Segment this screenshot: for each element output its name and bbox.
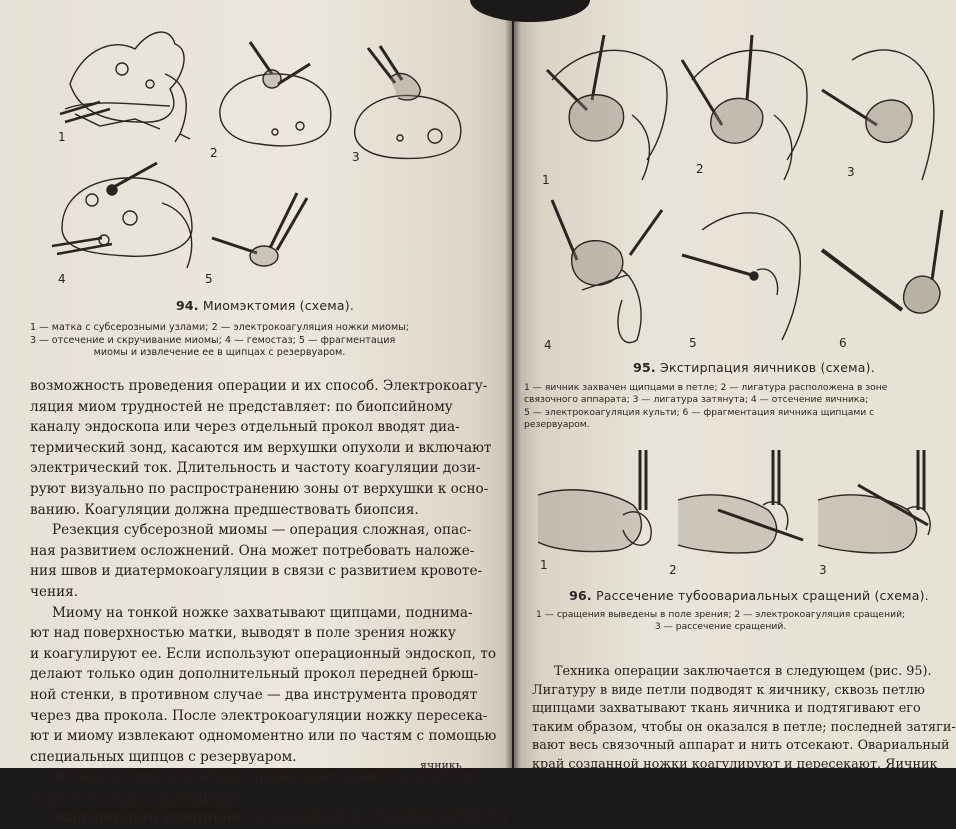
figure-95-illustrations [542,30,952,360]
fig95-panel-label: 3 [847,165,855,179]
text-line: ванию. Коагуляции должна предшествовать биопсия. [30,501,419,518]
text-line: руют и отсекают ножницами. [30,789,245,806]
figure-title: Экстирпация яичников (схема). [660,360,875,375]
text-line: таким образом, чтобы он оказался в петле; последней затяги- [532,719,956,735]
figure-96-legend [536,609,905,634]
text-line [30,808,508,829]
text-line: специальных щипцов с резервуаром. [30,748,297,765]
text-line: чения. [30,583,79,600]
text-line: ной стенки, в противном случае — два инструмента проводят [30,686,478,703]
legend-line: 1 — сращения выведены в поле зрения; 2 — электрокоагуляция сращений; [536,609,906,620]
figure-94-illustrations-right [340,38,470,168]
fig94-panel-2-drawing [220,42,331,146]
text-line: ляция миом трудностей не представляет: по биопсийному [30,398,453,415]
fig95-panel-label: 4 [544,338,552,352]
text-line: каналу эндоскопа или через отдельный прокол вводят диа- [30,419,460,436]
fig94-panel-label: 1 [58,130,66,144]
figure-title: Миомэктомия (схема). [202,298,355,313]
text-line: Миомы на широкой ножке прижимают зажимом, коагули- [52,769,478,786]
fig95-panel-label: 6 [839,336,847,350]
fig94-panel-label: 5 [205,272,213,286]
section-heading-inline: Экстирпация яичников. [52,810,246,827]
text-line: через два прокола. После электрокоагуляции ножку пересека- [30,707,488,724]
figure-96-caption [564,588,934,603]
figure-96-illustrations [538,450,948,570]
text-line: вают весь связочный аппарат и нить отсекают. Овариальный [532,738,950,754]
fig96-panel-label: 1 [540,558,548,572]
figure-95-caption [624,360,884,375]
paragraph [30,767,508,808]
fig94-panel-label: 2 [210,146,218,160]
text-line: край созданной ножки коагулируют и пересекают. Яичник [532,756,938,772]
text-fragment: Показаниями к операции являются [245,810,508,827]
figure-title: Рассечение тубоовариальных сращений (схема). [596,588,929,603]
fig94-panel-1-drawing [60,32,190,142]
book-gutter [505,0,521,768]
fig95-panel-label: 2 [696,162,704,176]
text-line: ют и миому извлекают одномоментно или по частям с помощью [30,728,497,745]
text-line: щипцами захватывают ткань яичника и подтягивают его [532,701,921,717]
figure-number: 95. [633,360,656,375]
legend-line: 1 — матка с субсерозными узлами; 2 — электрокоагуляция ножки миомы; [30,322,410,333]
text-line: электрический ток. Длительность и частоту коагуляции дози- [30,460,481,477]
figure-95-legend [524,382,887,432]
figure-94-legend [30,322,409,360]
figure-number: 96. [569,588,592,603]
text-line: руют визуально по распространению зоны от верхушки к осно- [30,480,489,497]
text-fragment: ячникь [420,759,462,772]
text-line: ная развитием осложнений. Она может потребовать наложе- [30,542,475,559]
legend-line: 5 — электрокоагуляция культи; 6 — фрагментация яичника щипцами с [524,406,875,418]
fig95-panel-label: 5 [689,336,697,350]
text-line: Лигатуру в виде петли подводят к яичнику, сквозь петлю [532,682,925,698]
paragraph [30,376,508,520]
text-line: ния швов и диатермокоагуляции в связи с развитием кровоте- [30,563,483,580]
text-line: и коагулируют ее. Если используют операционный эндоскоп, то [30,645,497,662]
fig94-panel-label: 4 [58,272,66,286]
text-line: Миому на тонкой ножке захватывают щипцами, поднима- [52,604,473,621]
fig96-panel-label: 2 [669,563,677,577]
text-line: Техника операции заключается в следующем (рис. 95). [554,664,932,679]
figure-94-caption [150,298,380,313]
paragraph [30,603,508,768]
right-body-text [532,663,956,775]
text-line: Резекция субсерозной миомы — операция сложная, опас- [52,522,472,539]
text-line: делают только один дополнительный прокол передней брюш- [30,666,479,683]
fig96-panel-label: 3 [819,563,827,577]
fig94-panel-label: 3 [352,150,360,164]
paragraph [30,520,508,602]
legend-line: резервуаром. [524,419,590,431]
text-line: возможность проведения операции и их способ. Электрокоагу- [30,378,488,394]
legend-line: миомы и извлечение ее в щипцах с резервуаром. [93,347,346,359]
legend-line: 3 — рассечение сращений. [654,621,787,633]
text-line: ют над поверхностью матки, выводят в поле зрения ножку [30,625,456,642]
legend-line: 3 — отсечение и скручивание миомы; 4 — гемостаз; 5 — фрагментация [30,334,396,346]
right-page [514,0,956,772]
legend-line: 1 — яичник захвачен щипцами в петле; 2 — лигатура расположена в зоне [524,382,888,393]
fig95-panel-label: 1 [542,173,550,187]
left-cut-text [420,760,462,772]
figure-number: 94. [175,298,199,313]
text-line: термический зонд, касаются им верхушки опухоли и включают [30,439,492,456]
figure-94-lower-illustrations [52,158,322,283]
legend-line: связочного аппарата; 3 — лигатура затянута; 4 — отсечение яичника; [524,394,869,406]
